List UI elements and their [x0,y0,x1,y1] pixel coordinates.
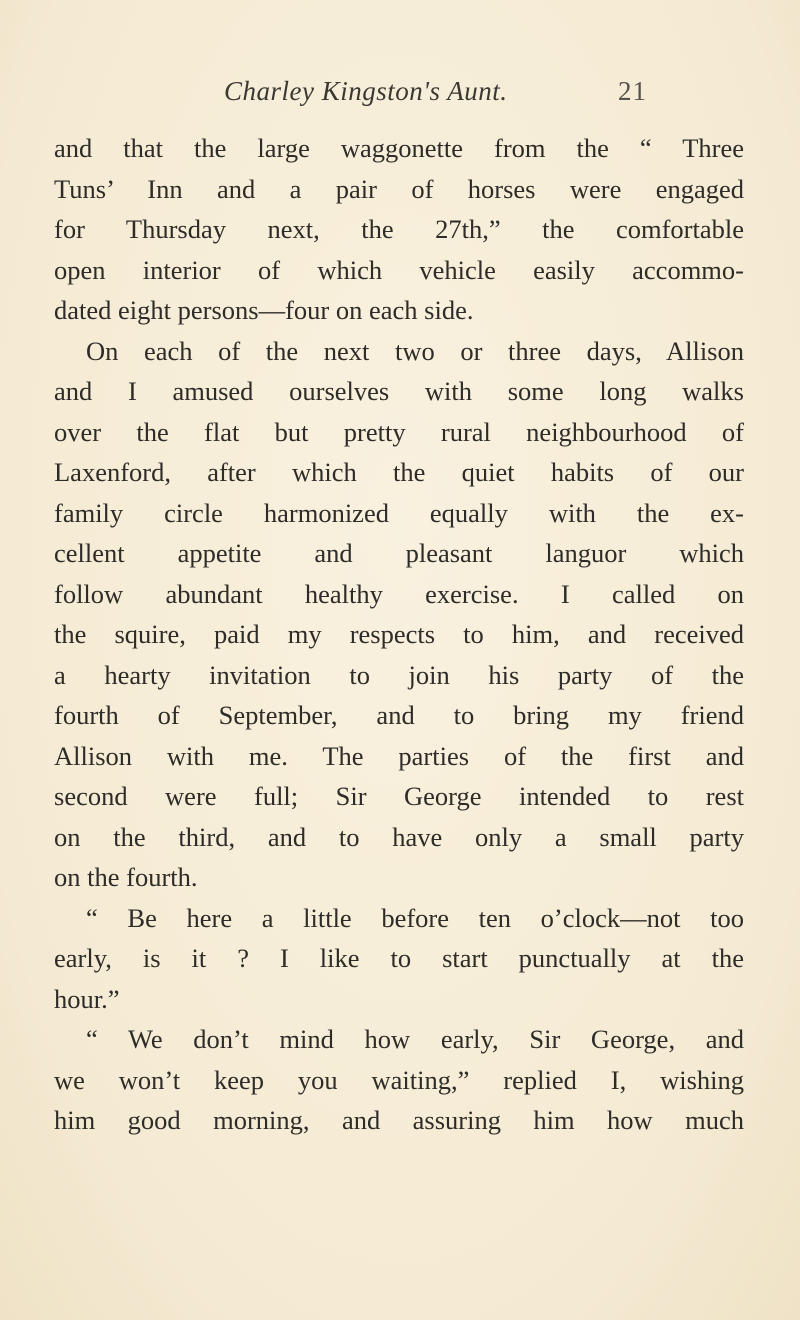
text-line: Tuns’ Inn and a pair of horses were engaged [54,173,744,204]
text-line: on the third, and to have only a small party [54,821,744,852]
text-line: hour.” [54,983,120,1014]
text-line: family circle harmonized equally with the ex- [54,497,744,528]
text-line: over the flat but pretty rural neighbourhood of [54,416,744,447]
text-line: follow abundant healthy exercise. I called on [54,578,744,609]
body-text [54,128,744,1141]
text-line: and I amused ourselves with some long walks [54,376,744,406]
text-line: “ Be here a little before ten o’clock—not too [86,902,744,933]
text-line: second were full; Sir George intended to rest [54,781,744,811]
text-line: the squire, paid my respects to him, and received [54,619,744,649]
text-line: him good morning, and assuring him how much [54,1105,744,1135]
text-line: Allison with me. The parties of the first and [54,740,744,771]
text-line: on the fourth. [54,862,198,892]
text-line: open interior of which vehicle easily accommo- [54,254,744,285]
text-line: and that the large waggonette from the “ Three [54,133,744,163]
text-line: a hearty invitation to join his party of the [54,659,744,690]
text-line: fourth of September, and to bring my friend [54,700,744,730]
text-line: dated eight persons—four on each side. [54,295,474,325]
text-line: for Thursday next, the 27th,” the comfortable [54,214,744,244]
text-line: Laxenford, after which the quiet habits of our [54,457,744,487]
text-line: cellent appetite and pleasant languor which [54,538,744,568]
text-line: early, is it ? I like to start punctually at the [54,943,744,973]
text-line: “ We don’t mind how early, Sir George, and [86,1024,744,1054]
text-line: we won’t keep you waiting,” replied I, wishing [54,1064,744,1095]
running-head [0,76,800,116]
running-title: Charley Kingston's Aunt. [224,76,508,106]
page-number: 21 [618,76,647,106]
text-line: On each of the next two or three days, Allison [86,335,744,366]
